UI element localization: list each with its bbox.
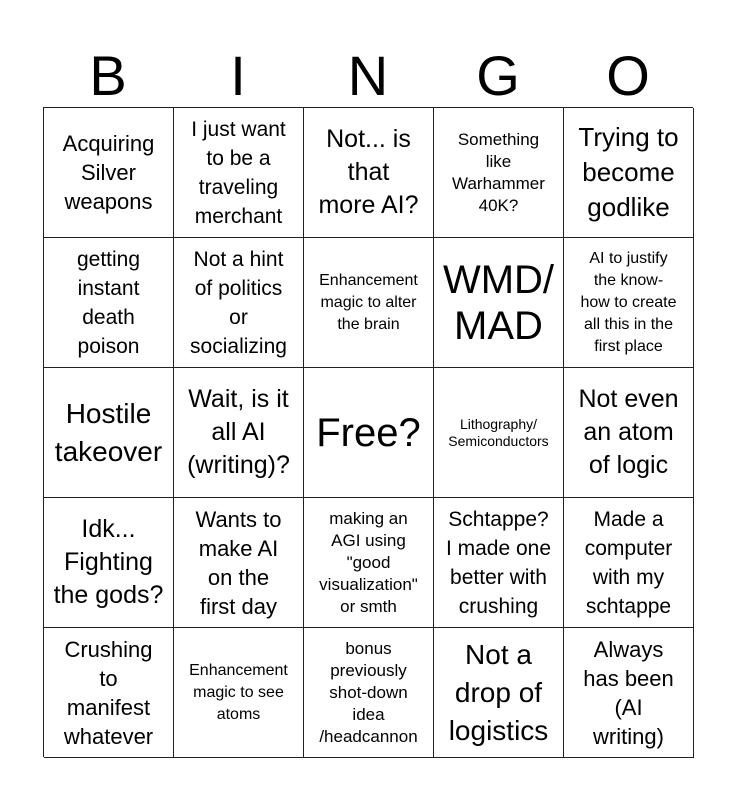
bingo-cell[interactable] — [174, 628, 304, 758]
header-letter-g: G — [476, 44, 520, 107]
bingo-cell[interactable] — [434, 238, 564, 368]
bingo-cell[interactable] — [174, 238, 304, 368]
cell-text: Hostile takeover — [54, 397, 163, 467]
bingo-cell[interactable] — [174, 368, 304, 498]
cell-text: bonus previously shot-down idea /headcannon — [319, 638, 418, 746]
bingo-cell[interactable] — [564, 628, 694, 758]
bingo-cell[interactable] — [44, 628, 174, 758]
cell-text: Wait, is it all AI (writing)? — [187, 385, 290, 479]
cell-text: I just want to be a traveling merchant — [191, 117, 286, 228]
cell-text: Schtappe? I made one better with crushing — [445, 507, 552, 618]
bingo-cell[interactable] — [44, 498, 174, 628]
cell-text: Made a computer with my schtappe — [584, 507, 673, 618]
cell-text: Acquiring Silver weapons — [62, 131, 155, 214]
free-space-cell[interactable] — [304, 368, 434, 498]
cell-text: Not... is that more AI? — [318, 125, 419, 219]
bingo-cell[interactable] — [564, 238, 694, 368]
cell-text: Idk... Fighting the gods? — [53, 515, 164, 609]
cell-text: Enhancement magic to see atoms — [189, 661, 288, 723]
bingo-cell[interactable] — [434, 498, 564, 628]
bingo-cell[interactable] — [304, 498, 434, 628]
bingo-cell[interactable] — [564, 108, 694, 238]
bingo-header — [43, 44, 693, 108]
bingo-cell[interactable] — [304, 628, 434, 758]
cell-text: WMD/ MAD — [442, 257, 555, 348]
bingo-cell[interactable] — [174, 498, 304, 628]
cell-text: AI to justify the know- how to create all this in the first place — [580, 249, 677, 355]
bingo-cell[interactable] — [44, 108, 174, 238]
bingo-cell[interactable] — [44, 238, 174, 368]
bingo-cell[interactable] — [44, 368, 174, 498]
bingo-cell[interactable] — [564, 368, 694, 498]
cell-text: making an AGI using "good visualization" or smth — [319, 508, 418, 616]
cell-text: Not even an atom of logic — [578, 385, 679, 479]
cell-text: Not a hint of politics or socializing — [190, 247, 287, 358]
cell-text: Crushing to manifest whatever — [63, 636, 154, 749]
cell-text: Lithography/ Semiconductors — [448, 415, 549, 449]
cell-text: Trying to become godlike — [578, 122, 679, 222]
cell-text: Enhancement magic to alter the brain — [319, 271, 418, 333]
bingo-cell[interactable] — [564, 498, 694, 628]
bingo-cell[interactable] — [304, 108, 434, 238]
bingo-cell[interactable] — [434, 628, 564, 758]
bingo-cell[interactable] — [304, 238, 434, 368]
header-letter-b: B — [89, 44, 127, 107]
cell-text: Not a drop of logistics — [448, 638, 549, 746]
cell-text: getting instant death poison — [76, 247, 141, 358]
bingo-cell[interactable] — [434, 368, 564, 498]
bingo-cell[interactable] — [174, 108, 304, 238]
cell-text: Always has been (AI writing) — [583, 636, 674, 749]
header-letter-n: N — [347, 44, 389, 107]
cell-text: Wants to make AI on the first day — [195, 506, 282, 619]
cell-text: Free? — [316, 410, 421, 455]
cell-text: Something like Warhammer 40K? — [452, 129, 545, 215]
header-letter-o: O — [606, 44, 650, 107]
header-letter-i: I — [230, 44, 246, 107]
bingo-cell[interactable] — [434, 108, 564, 238]
bingo-board — [43, 107, 693, 757]
